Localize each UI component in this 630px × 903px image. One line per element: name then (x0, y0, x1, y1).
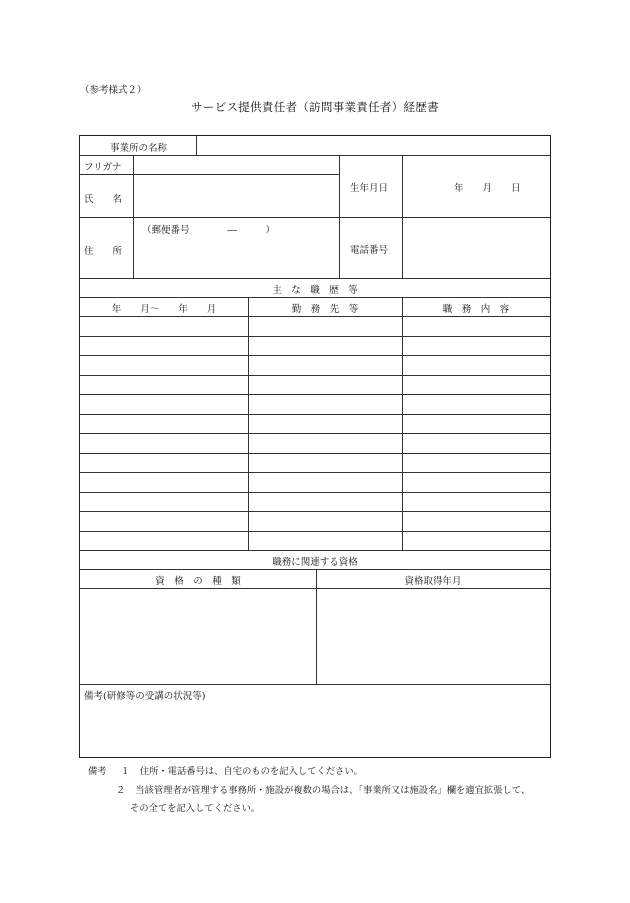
qualification-col-date: 資格取得年月 (404, 576, 462, 587)
career-row-divider (80, 336, 550, 337)
career-row-divider (80, 472, 550, 473)
career-row-divider (80, 453, 550, 454)
postal-code-label: （郵便番号 ― ） (142, 225, 276, 236)
qualification-type-field[interactable] (81, 589, 315, 683)
note-2-line1: 当該管理者が管理する事務所・施設が複数の場合は、「事業所又は施設名」欄を適宜拡張して、 (135, 785, 531, 796)
career-row[interactable] (80, 394, 550, 414)
note-item-2 (116, 782, 530, 796)
notes-heading: 備考 (88, 766, 107, 777)
phone-label: 電話番号 (350, 245, 389, 256)
career-row-divider (80, 394, 550, 395)
note-1-number: １ (120, 766, 130, 777)
career-row-divider (80, 511, 550, 512)
career-row[interactable] (80, 453, 550, 473)
career-row[interactable] (80, 355, 550, 375)
furigana-label: フリガナ (84, 162, 122, 173)
career-row-divider (80, 414, 550, 415)
note-2-line2: その全てを記入してください。 (130, 803, 261, 814)
career-row-divider (80, 433, 550, 434)
birthdate-label: 生年月日 (350, 183, 389, 194)
qualification-col-type: 資 格 の 種 類 (155, 576, 241, 587)
form-style-note: （参考様式２） (80, 85, 147, 96)
note-item-1 (88, 763, 363, 777)
note-2-number: ２ (116, 785, 126, 796)
qualification-section-title: 職務に関連する資格 (272, 557, 358, 568)
office-name-label: 事業所の名称 (110, 143, 168, 154)
career-row[interactable] (80, 316, 550, 336)
career-row[interactable] (80, 433, 550, 453)
career-row[interactable] (80, 531, 550, 551)
career-row[interactable] (80, 375, 550, 395)
remarks-field[interactable] (81, 702, 549, 756)
career-history-form (79, 135, 551, 758)
career-col-employer: 勤 務 先 等 (291, 304, 359, 315)
career-col-duties: 職 務 内 容 (442, 304, 510, 315)
career-row-divider (80, 355, 550, 356)
birthdate-value[interactable]: 年 月 日 (454, 183, 521, 194)
career-row[interactable] (80, 511, 550, 531)
qualification-date-field[interactable] (317, 589, 549, 683)
career-section-title: 主 な 職 歴 等 (272, 285, 358, 296)
career-row[interactable] (80, 336, 550, 356)
career-row-divider (80, 492, 550, 493)
career-row-divider (80, 531, 550, 532)
office-name-field[interactable] (197, 136, 550, 154)
career-row[interactable] (80, 492, 550, 512)
furigana-field[interactable] (134, 156, 338, 174)
name-label: 氏 名 (84, 194, 123, 205)
page-title: サービス提供責任者（訪問事業責任者）経歴書 (191, 100, 439, 114)
career-col-period: 年 月～ 年 月 (111, 304, 217, 315)
name-field[interactable] (134, 175, 338, 216)
remarks-label: 備考(研修等の受講の状況等) (84, 691, 206, 702)
note-1-text: 住所・電話番号は、自宅のものを記入してください。 (139, 766, 363, 777)
career-row-divider (80, 375, 550, 376)
career-row[interactable] (80, 414, 550, 434)
address-field[interactable] (134, 236, 338, 276)
address-label: 住 所 (84, 246, 123, 257)
career-row[interactable] (80, 472, 550, 492)
phone-field[interactable] (403, 218, 550, 277)
